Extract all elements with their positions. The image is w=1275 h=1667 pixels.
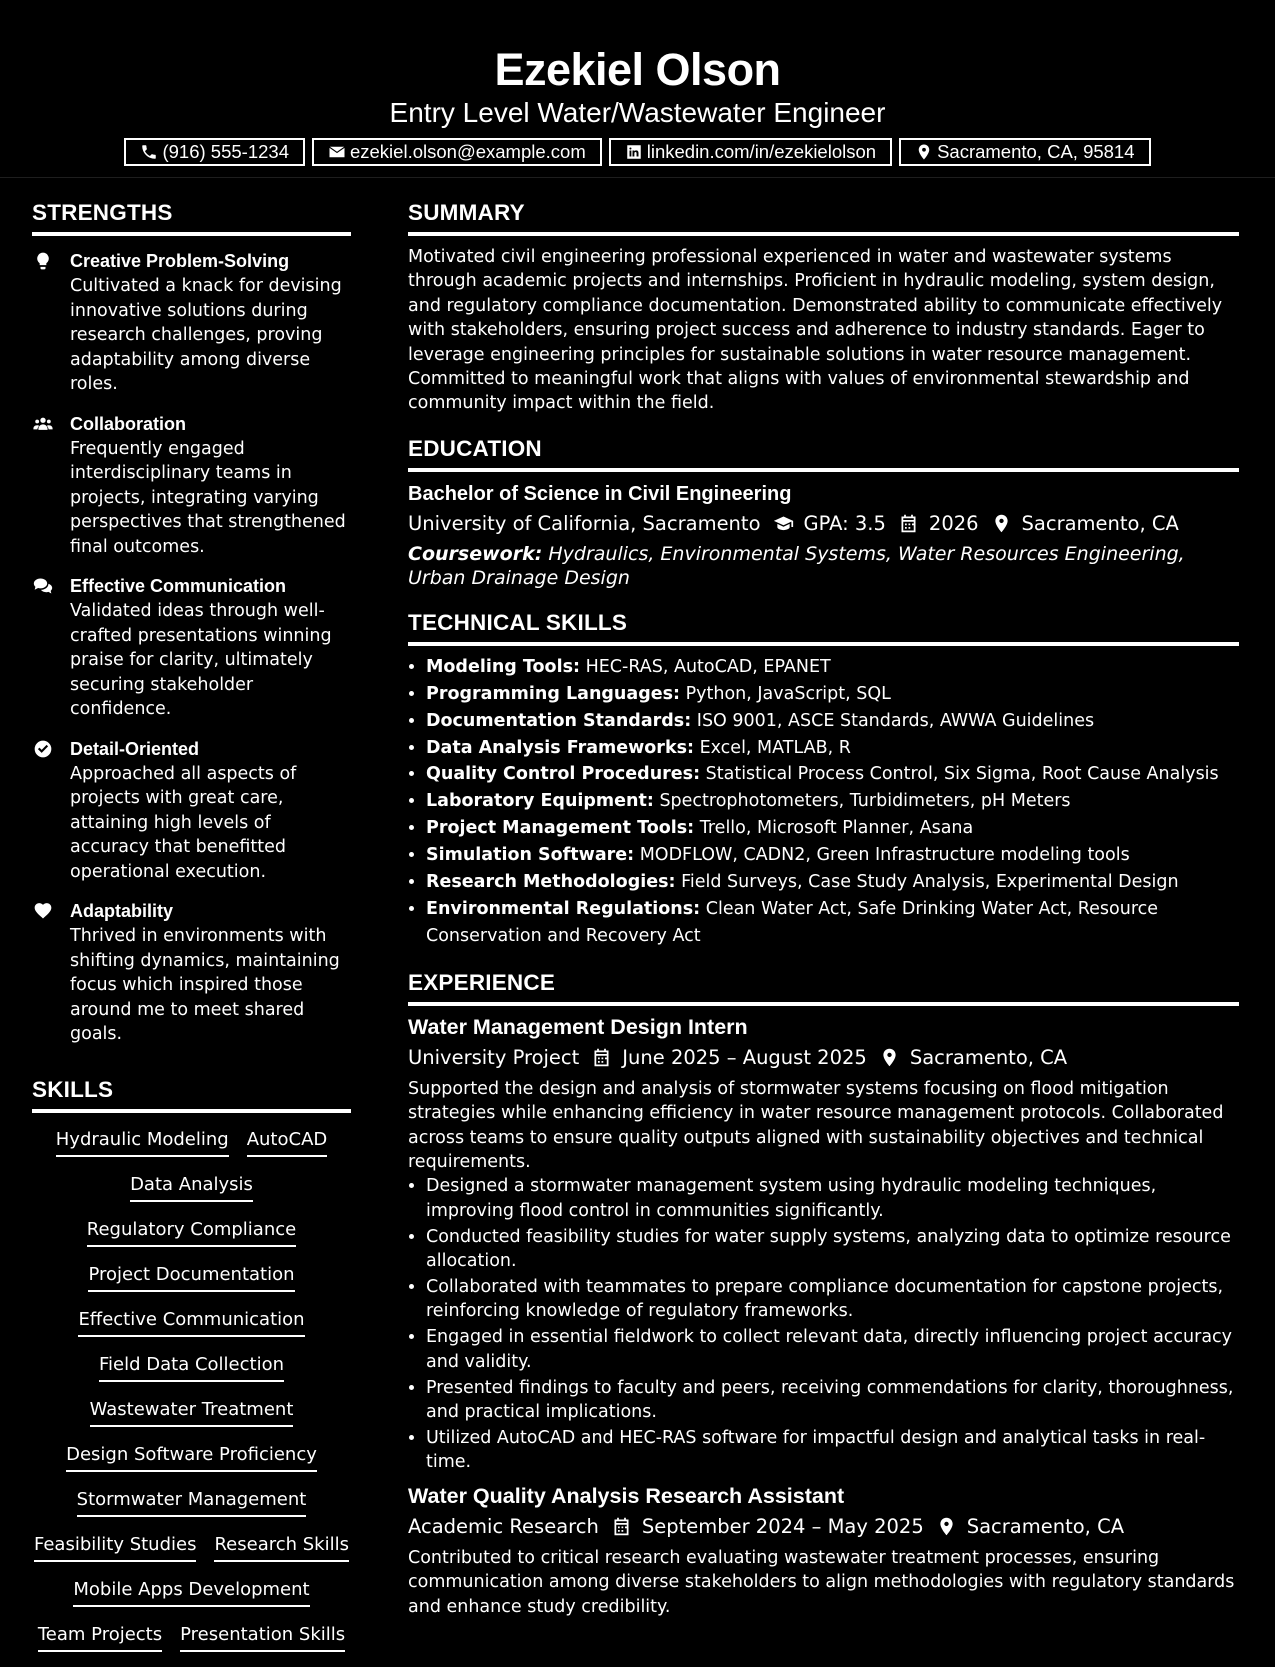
strength-title: Creative Problem-Solving	[70, 251, 290, 271]
job-description: Contributed to critical research evaluating wastewater treatment processes, ensuring communication among diverse stakeholders to align methodologies with regulatory standards and enhance study credibility.	[408, 1547, 1235, 1617]
tech-skill-label: Modeling Tools:	[426, 656, 580, 677]
job-dates: September 2024 – May 2025	[641, 1514, 924, 1538]
job-title: Water Quality Analysis Research Assistant	[408, 1483, 845, 1508]
calendar-icon	[611, 1516, 632, 1537]
tech-skill-label: Project Management Tools:	[426, 818, 695, 839]
skill-tag: Design Software Proficiency	[66, 1442, 317, 1472]
coursework-label: Coursework:	[408, 542, 543, 565]
strength-item	[32, 736, 351, 885]
tech-skill-label: Data Analysis Frameworks:	[426, 737, 694, 758]
tech-skill-label: Quality Control Procedures:	[426, 764, 701, 785]
candidate-title: Entry Level Water/Wastewater Engineer	[389, 97, 886, 128]
skill-tag: AutoCAD	[247, 1127, 328, 1157]
tech-skill-value: ISO 9001, ASCE Standards, AWWA Guidelines	[696, 710, 1095, 731]
list-item	[426, 708, 1239, 735]
skill-tag: Data Analysis	[130, 1172, 253, 1202]
candidate-name: Ezekiel Olson	[494, 44, 781, 95]
list-item	[426, 735, 1239, 762]
tech-skill-label: Laboratory Equipment:	[426, 791, 654, 812]
strengths-list	[32, 248, 351, 1047]
summary-heading: SUMMARY	[408, 198, 1239, 236]
skill-tag: Regulatory Compliance	[87, 1217, 296, 1247]
skill-tag: Stormwater Management	[77, 1487, 307, 1517]
strength-desc: Approached all aspects of projects with great care, attaining high levels of accuracy that benefitted operational execution.	[70, 763, 297, 882]
list-item	[426, 815, 1239, 842]
list-item	[426, 788, 1239, 815]
skill-tag: Project Documentation	[88, 1262, 294, 1292]
tech-skill-value: Python, JavaScript, SQL	[685, 683, 891, 704]
strength-item	[32, 573, 351, 722]
strengths-heading: STRENGTHS	[32, 198, 351, 236]
users-icon	[33, 414, 53, 434]
tech-skill-value: Field Surveys, Case Study Analysis, Experimental Design	[681, 872, 1179, 893]
tech-skill-value: Clean Water Act, Safe Drinking Water Act, Resource Conservation and Recovery Act	[426, 899, 1159, 946]
linkedin-icon	[625, 143, 643, 161]
phone-icon	[140, 143, 158, 161]
lightbulb-icon	[33, 251, 53, 271]
tech-skill-value: Statistical Process Control, Six Sigma, Root Cause Analysis	[705, 764, 1219, 785]
skill-tag: Research Skills	[214, 1532, 349, 1562]
strength-title: Collaboration	[70, 413, 186, 434]
skill-tag: Mobile Apps Development	[73, 1577, 309, 1607]
skill-tag: Feasibility Studies	[34, 1532, 196, 1562]
contact-email[interactable]	[312, 138, 602, 166]
calendar-icon	[591, 1047, 612, 1068]
map-pin-icon	[879, 1047, 900, 1068]
technical-skills-list	[408, 654, 1239, 950]
right-column	[408, 198, 1239, 1619]
job-meta	[408, 1511, 1239, 1543]
map-pin-icon	[936, 1516, 957, 1537]
tech-skill-value: Trello, Microsoft Planner, Asana	[699, 818, 974, 839]
skill-tag: Hydraulic Modeling	[56, 1127, 229, 1157]
experience-heading: EXPERIENCE	[408, 968, 1239, 1006]
contact-location-text: Sacramento, CA, 95814	[937, 141, 1135, 162]
job-location: Sacramento, CA	[966, 1514, 1125, 1538]
calendar-icon	[898, 513, 919, 534]
tech-skill-value: MODFLOW, CADN2, Green Infrastructure modeling tools	[639, 845, 1130, 866]
summary-section	[408, 198, 1239, 416]
job-description: Supported the design and analysis of stormwater systems focusing on flood mitigation strategies while enhancing efficiency in water resource management protocols. Collaborated across teams to ensure quality outputs aligned with sustainability objectives and technical requirements.	[408, 1078, 1224, 1173]
contact-linkedin[interactable]	[609, 138, 892, 166]
coursework-list: Hydraulics, Environmental Systems, Water Resources Engineering, Urban Drainage Design	[408, 542, 1185, 589]
strength-item	[32, 248, 351, 397]
gpa: GPA: 3.5	[803, 511, 886, 535]
strength-desc: Cultivated a knack for devising innovative solutions during research challenges, proving adaptability among diverse roles.	[70, 276, 342, 394]
envelope-icon	[328, 143, 346, 161]
school-location: Sacramento, CA	[1021, 511, 1179, 535]
list-item	[426, 681, 1239, 708]
tech-skill-value: Excel, MATLAB, R	[699, 737, 851, 758]
job-org: University Project	[408, 1045, 580, 1069]
tech-skill-label: Research Methodologies:	[426, 872, 676, 893]
graduation-year: 2026	[928, 511, 979, 535]
skills-section	[32, 1075, 351, 1667]
school-name: University of California, Sacramento	[408, 511, 761, 535]
list-item	[426, 761, 1239, 788]
tech-skill-label: Programming Languages:	[426, 683, 681, 704]
job-title: Water Management Design Intern	[408, 1014, 748, 1039]
tech-skill-label: Simulation Software:	[426, 845, 635, 866]
list-item	[426, 842, 1239, 869]
skill-tag: Team Projects	[38, 1622, 162, 1652]
job-dates: June 2025 – August 2025	[622, 1045, 867, 1069]
tech-skill-value: HEC-RAS, AutoCAD, EPANET	[585, 656, 831, 677]
map-pin-icon	[915, 143, 933, 161]
strength-title: Detail-Oriented	[70, 738, 200, 759]
contact-phone[interactable]	[124, 138, 305, 166]
strength-title: Adaptability	[70, 901, 174, 921]
education-section	[408, 434, 1239, 590]
job-meta	[408, 1042, 1239, 1074]
list-item	[426, 869, 1239, 896]
education-heading: EDUCATION	[408, 434, 1239, 472]
job-org: Academic Research	[408, 1514, 599, 1538]
list-item: • Collaborated with teammates to prepare compliance documentation for capstone projects, reinforcing knowledge of regulatory frameworks.	[426, 1275, 1239, 1324]
skill-tag: Wastewater Treatment	[90, 1397, 294, 1427]
heart-icon	[33, 901, 53, 921]
contact-email-text: ezekiel.olson@example.com	[349, 141, 586, 162]
list-item	[426, 896, 1239, 950]
list-item: • Presented findings to faculty and peers, receiving commendations for clarity, thoroughness, and practical implications.	[426, 1376, 1239, 1425]
strength-desc: Frequently engaged interdisciplinary teams in projects, integrating varying perspectives that strengthened final outcomes.	[70, 438, 346, 557]
graduation-cap-icon	[773, 513, 794, 534]
skill-tag: Field Data Collection	[99, 1352, 284, 1382]
coursework	[408, 542, 1239, 590]
tech-skill-value: Spectrophotometers, Turbidimeters, pH Meters	[659, 791, 1071, 812]
strength-item	[32, 411, 351, 560]
list-item: • Designed a stormwater management system using hydraulic modeling techniques, improving flood control in communities significantly.	[426, 1174, 1239, 1223]
comments-icon	[33, 576, 53, 596]
map-pin-icon	[991, 513, 1012, 534]
job-entry	[408, 1481, 1239, 1619]
contact-linkedin-text: linkedin.com/in/ezekielolson	[646, 141, 877, 162]
technical-skills-heading: TECHNICAL SKILLS	[408, 608, 1239, 646]
degree-title: Bachelor of Science in Civil Engineering	[408, 482, 792, 505]
list-item	[426, 654, 1239, 681]
skill-tag: Presentation Skills	[180, 1622, 345, 1652]
strength-desc: Thrived in environments with shifting dynamics, maintaining focus which inspired those around me to meet shared goals.	[70, 926, 340, 1044]
list-item: • Engaged in essential fieldwork to collect relevant data, directly influencing project accuracy and validity.	[426, 1325, 1239, 1374]
check-circle-icon	[33, 739, 53, 759]
contact-phone-text: (916) 555-1234	[162, 141, 289, 162]
strength-desc: Validated ideas through well-crafted presentations winning praise for clarity, ultimately securing stakeholder confidence.	[70, 601, 332, 719]
list-item: • Conducted feasibility studies for water supply systems, analyzing data to optimize resource allocation.	[426, 1225, 1239, 1274]
list-item: • Utilized AutoCAD and HEC-RAS software for impactful design and analytical tasks in real-time.	[426, 1426, 1239, 1475]
contact-location	[899, 138, 1150, 166]
tech-skill-label: Environmental Regulations:	[426, 899, 701, 919]
skills-tags	[32, 1127, 351, 1667]
left-column	[32, 198, 351, 1667]
experience-section	[408, 968, 1239, 1619]
strength-title: Effective Communication	[70, 576, 287, 596]
technical-skills-section	[408, 608, 1239, 950]
job-location: Sacramento, CA	[909, 1045, 1068, 1069]
tech-skill-label: Documentation Standards:	[426, 710, 692, 731]
summary-text: Motivated civil engineering professional experienced in water and wastewater systems through academic projects and internships. Proficient in hydraulic modeling, system design, and regulatory compliance documentation. Demonstrated ability to communicate effectively with stakeholders, ensuring project success and adherence to industry standards. Eager to leverage engineering principles for sustainable solutions in water resource management. Committed to meaningful work that aligns with values of environmental stewardship and community impact within the field.	[408, 247, 1223, 414]
skills-heading: SKILLS	[32, 1075, 351, 1113]
education-meta	[408, 508, 1239, 540]
contact-bar	[0, 138, 1275, 166]
job-bullets	[408, 1174, 1239, 1474]
resume-header	[0, 0, 1275, 178]
job-entry	[408, 1012, 1239, 1475]
skill-tag: Effective Communication	[78, 1307, 304, 1337]
strength-item	[32, 898, 351, 1047]
